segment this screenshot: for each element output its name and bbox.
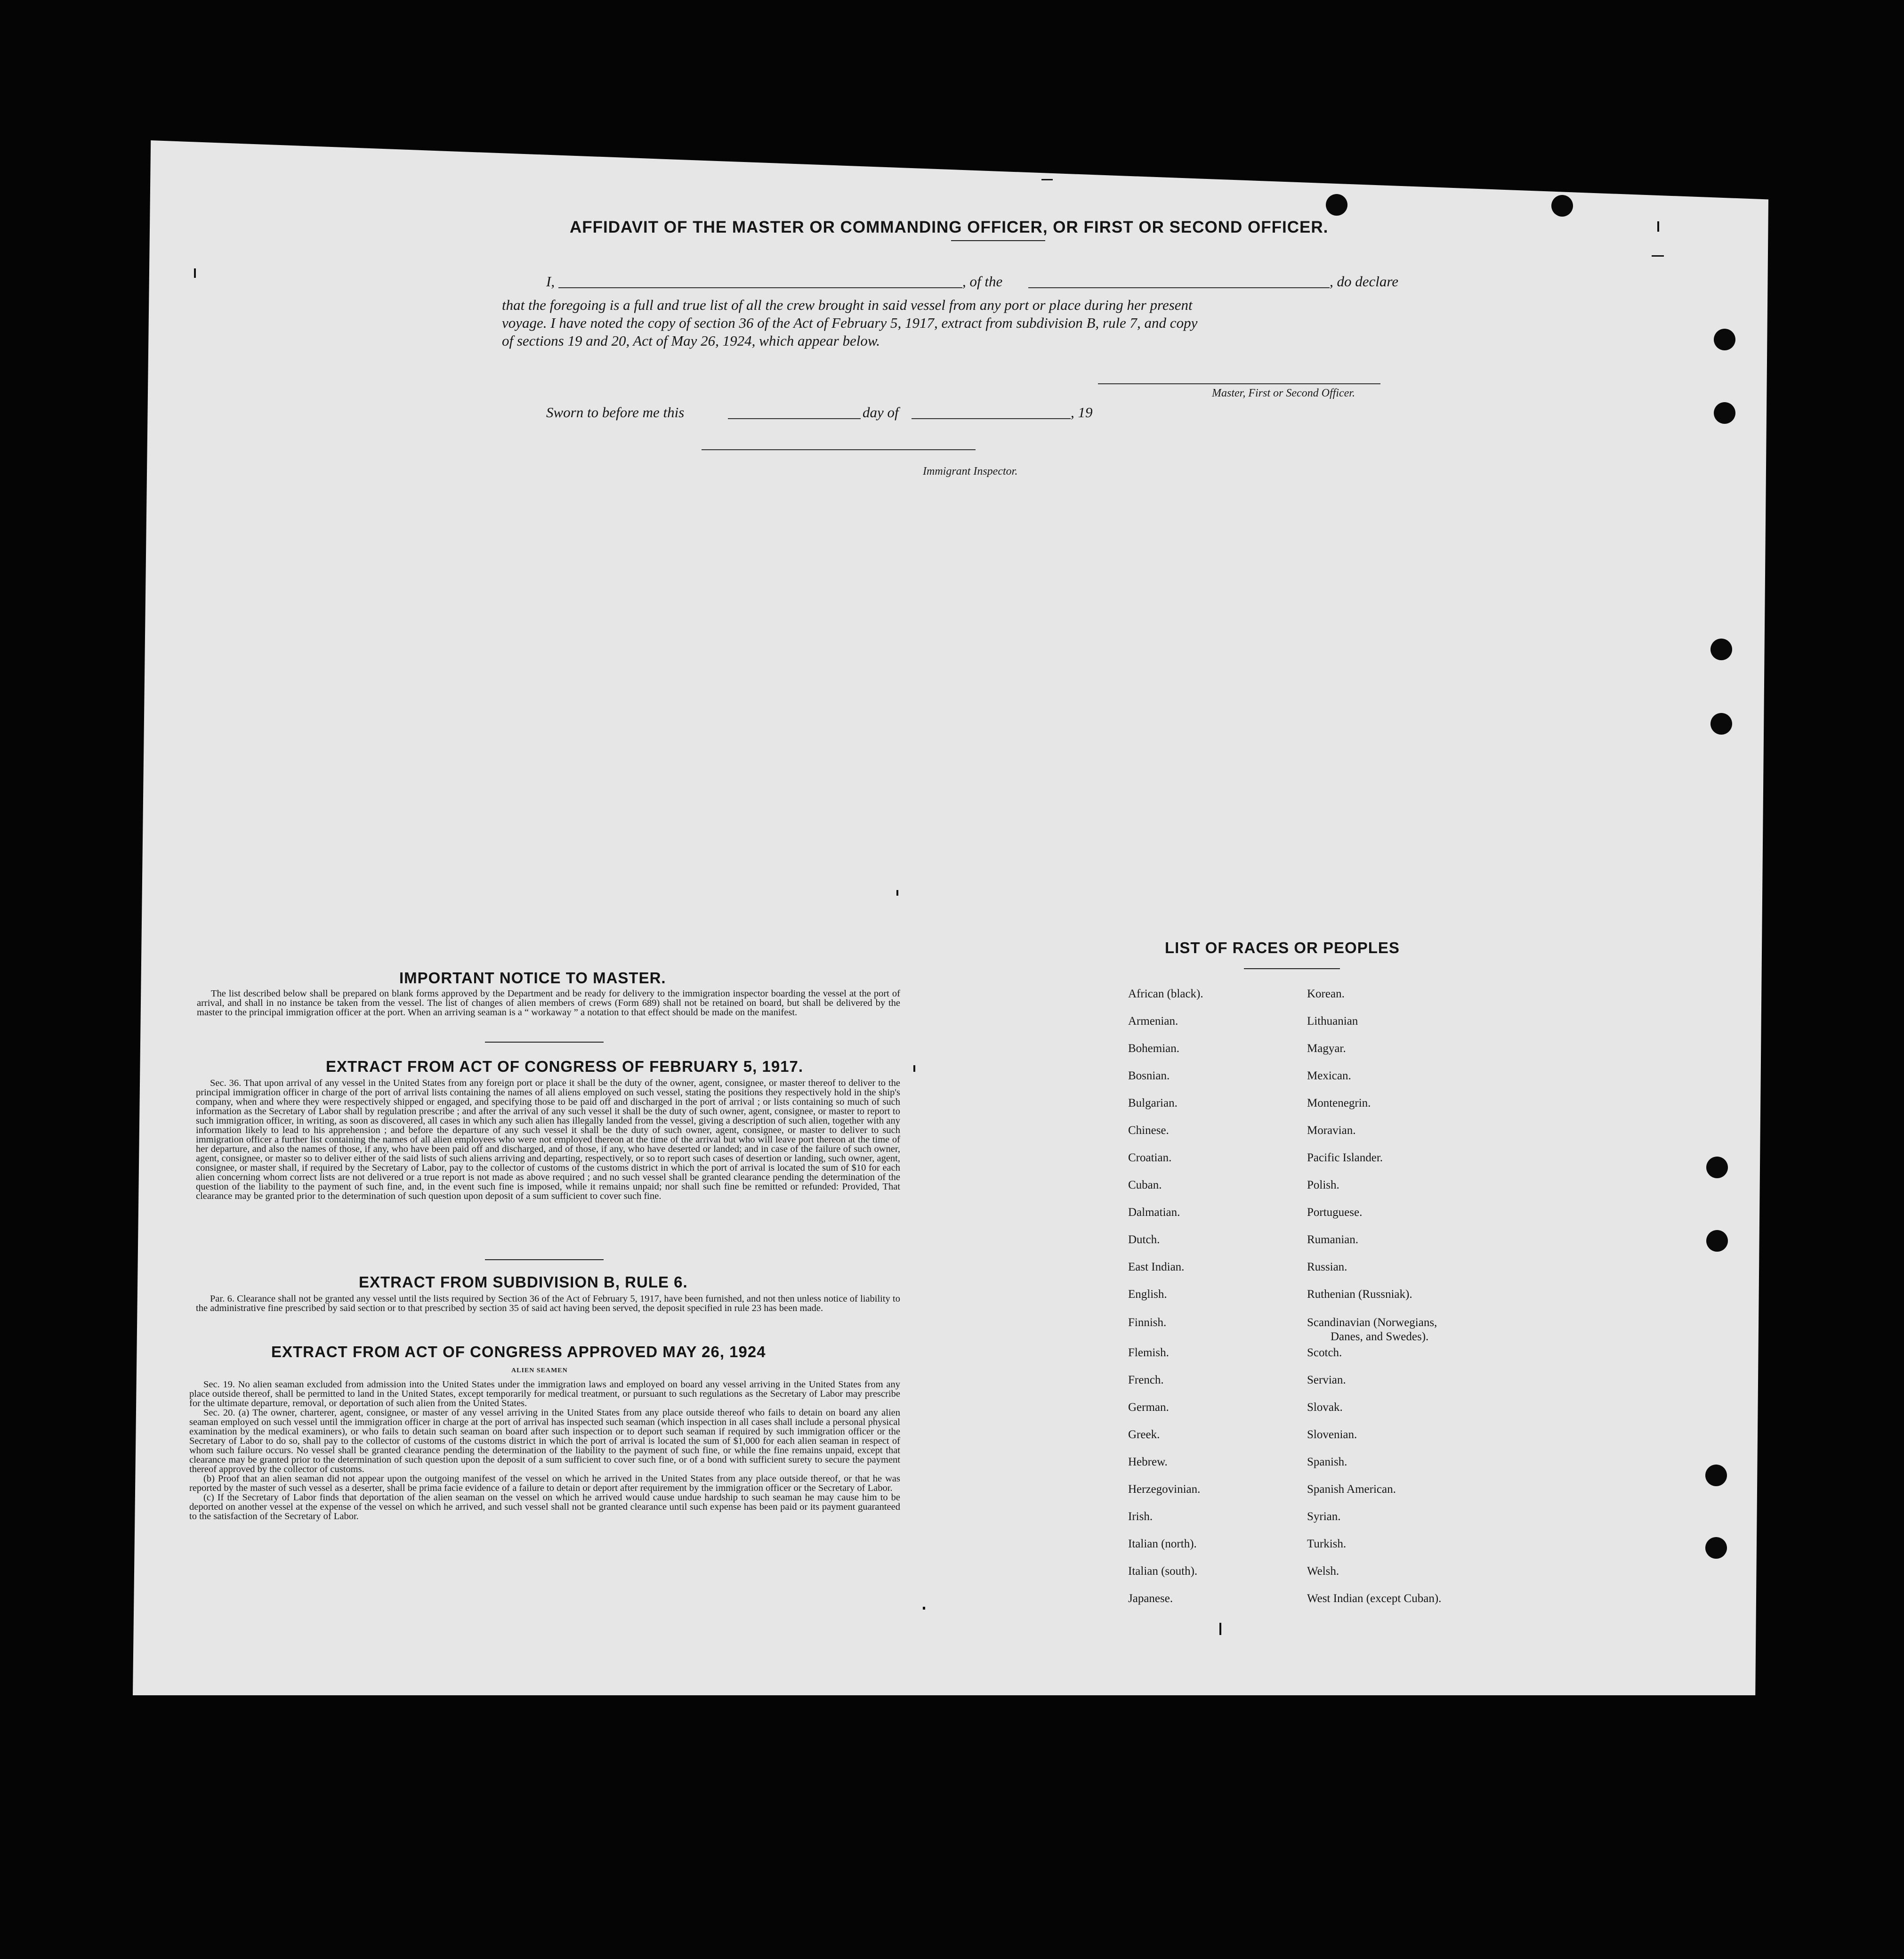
race-entry: Cuban.: [1128, 1179, 1162, 1191]
races-title-underline: [1244, 968, 1340, 969]
race-entry: Scotch.: [1307, 1346, 1342, 1359]
race-entry: Irish.: [1128, 1510, 1153, 1523]
race-entry: Slovak.: [1307, 1401, 1343, 1414]
master-signature-label: Master, First or Second Officer.: [1212, 387, 1355, 399]
notice-title: IMPORTANT NOTICE TO MASTER.: [399, 969, 666, 987]
race-entry: Korean.: [1307, 988, 1345, 1000]
race-entry: Welsh.: [1307, 1565, 1339, 1578]
i-label: I,: [546, 273, 555, 290]
punch-hole: [1710, 713, 1732, 735]
inspector-signature-line[interactable]: [702, 449, 976, 450]
do-declare-label: , do declare: [1330, 273, 1399, 290]
race-entry: Chinese.: [1128, 1124, 1169, 1137]
race-entry: Magyar.: [1307, 1042, 1346, 1055]
scan-mark: [896, 890, 898, 896]
race-entry: Bulgarian.: [1128, 1097, 1178, 1109]
race-entry: Scandinavian (Norwegians,: [1307, 1316, 1437, 1329]
race-entry: Dalmatian.: [1128, 1206, 1180, 1219]
master-signature-line[interactable]: [1098, 383, 1380, 384]
par-6-paragraph: Par. 6. Clearance shall not be granted any vessel until the lists required by Section 36 of the Act of February 5, 1917, have been furnished, and not then unless notice of liability to the administrative fine prescribed by said section or to that prescribed by section 35 of said act having been served, the deposit specified in rule 23 has been made.: [196, 1294, 900, 1313]
race-entry: Spanish American.: [1307, 1483, 1396, 1496]
punch-hole: [1706, 1157, 1728, 1178]
race-entry: African (black).: [1128, 988, 1203, 1000]
races-title: LIST OF RACES OR PEOPLES: [1165, 939, 1400, 956]
punch-hole: [1706, 1230, 1728, 1252]
sec-20a-paragraph: Sec. 20. (a) The owner, charterer, agent, consignee, or master of any vessel arriving in the United States from any place outside thereof who fails to detain on board any alien seaman employed on such vessel until the immigration officer in charge at the port of arrival has inspected such seaman (which inspection in all cases shall include a personal physical examination by the medical examiners), or who fails to detain such seaman on board after such inspection or to deport such seaman if required by such immigration officer or the Secretary of Labor to do so, shall pay to the collector of customs of the customs district in which the port of arrival is located the sum of $1,000 for each alien seaman in respect of whom such failure occurs. No vessel shall be granted clearance pending the determination of the liability to the payment of such fine, or while the fine remains unpaid, except that clearance may be granted prior to the determination of such question upon the deposit of a sum sufficient to cover such fine, or of a bond with sufficient surety to secure the payment thereof approved by the collector of customs.: [189, 1408, 900, 1474]
race-entry: Turkish.: [1307, 1538, 1347, 1550]
year-label: , 19: [1071, 404, 1093, 421]
race-entry: English.: [1128, 1288, 1167, 1301]
notice-text: [197, 989, 900, 1017]
race-entry: Russian.: [1307, 1261, 1347, 1273]
punch-hole: [1705, 1465, 1727, 1486]
race-entry: Herzegovinian.: [1128, 1483, 1201, 1496]
race-entry: Spanish.: [1307, 1456, 1347, 1468]
race-entry: Ruthenian (Russniak).: [1307, 1288, 1412, 1301]
sec-20c-paragraph: (c) If the Secretary of Labor finds that deportation of the alien seaman on the vessel on which he arrived would cause undue hardship to such seaman he may cause him to be deported on another vessel at the expense of the vessel on which he arrived, and such vessel shall not be granted clearance until such expense has been paid or its payment guaranteed to the satisfaction of the Secretary of Labor.: [189, 1492, 900, 1522]
scan-mark: [1652, 255, 1664, 257]
scan-mark: [913, 1065, 915, 1072]
punch-hole: [1714, 402, 1735, 424]
sworn-day-line[interactable]: [728, 418, 861, 419]
race-entry: Dutch.: [1128, 1233, 1160, 1246]
punch-hole: [1705, 1537, 1727, 1559]
extract-1924-text: [189, 1380, 900, 1521]
section-divider: [485, 1259, 604, 1260]
race-entry: Armenian.: [1128, 1015, 1178, 1028]
race-entry: Pacific Islander.: [1307, 1151, 1383, 1164]
race-entry: Bosnian.: [1128, 1069, 1170, 1082]
scan-mark: [1219, 1623, 1221, 1635]
race-entry-continuation: Danes, and Swedes).: [1331, 1330, 1429, 1343]
affidavit-title: AFFIDAVIT OF THE MASTER OR COMMANDING OFFICER, OR FIRST OR SECOND OFFICER.: [570, 218, 1329, 236]
scan-mark: [923, 1607, 925, 1610]
alien-seamen-subtitle: ALIEN SEAMEN: [511, 1367, 568, 1374]
scan-mark: [194, 268, 196, 278]
race-entry: Italian (south).: [1128, 1565, 1198, 1578]
race-entry: West Indian (except Cuban).: [1307, 1592, 1442, 1605]
punch-hole: [1326, 194, 1347, 216]
race-entry: Lithuanian: [1307, 1015, 1358, 1028]
race-entry: Hebrew.: [1128, 1456, 1168, 1468]
extract-rule6-text: [196, 1294, 900, 1313]
race-entry: Mexican.: [1307, 1069, 1351, 1082]
vessel-field-line[interactable]: [1028, 287, 1330, 288]
race-entry: Syrian.: [1307, 1510, 1341, 1523]
inspector-label: Immigrant Inspector.: [923, 465, 1018, 478]
race-entry: Slovenian.: [1307, 1428, 1357, 1441]
section-divider: [485, 1042, 604, 1043]
race-entry: East Indian.: [1128, 1261, 1185, 1273]
name-field-line[interactable]: [558, 287, 962, 288]
declaration-line-3: of sections 19 and 20, Act of May 26, 1924, which appear below.: [502, 332, 880, 349]
declaration-line-2: voyage. I have noted the copy of section 36 of the Act of February 5, 1917, extract from subdivision B, rule 7, and copy: [502, 315, 1198, 331]
sec-20b-paragraph: (b) Proof that an alien seaman did not appear upon the outgoing manifest of the vessel on which he arrived in the United States from any place outside thereof, or that he was reported by the master of such vessel as a deserter, shall be prima facie evidence of a failure to detain or deport after requirement by the immigration officer or the Secretary of Labor.: [189, 1473, 900, 1493]
title-underline: [951, 240, 1045, 241]
extract-1924-title: EXTRACT FROM ACT OF CONGRESS APPROVED MAY 26, 1924: [271, 1343, 766, 1360]
race-entry: Moravian.: [1307, 1124, 1356, 1137]
of-the-label: , of the: [962, 273, 1003, 290]
punch-hole: [1714, 329, 1735, 350]
race-entry: Montenegrin.: [1307, 1097, 1371, 1109]
race-entry: Japanese.: [1128, 1592, 1173, 1605]
race-entry: Croatian.: [1128, 1151, 1172, 1164]
punch-hole: [1551, 195, 1573, 217]
notice-paragraph: The list described below shall be prepared on blank forms approved by the Department and be ready for delivery to the immigration inspector boarding the vessel at the port of arrival, and shall in no instance be taken from the vessel. The list of changes of alien members of crews (Form 689) shall not be retained on board, but shall be delivered by the master to the principal immigration officer at the port. When an arriving seaman is a “ workaway ” a notation to that effect should be made on the manifest.: [197, 988, 900, 1018]
sec-19-paragraph: Sec. 19. No alien seaman excluded from admission into the United States under the immigration laws and employed on board any vessel arriving in the United States from any place outside thereof, shall be permitted to land in the United States, except temporarily for medical treatment, or pursuant to such regulations as the Secretary of Labor may prescribe for the ultimate departure, removal, or deportation of such alien from the United States.: [189, 1379, 900, 1409]
race-entry: Rumanian.: [1307, 1233, 1359, 1246]
race-entry: Servian.: [1307, 1374, 1346, 1386]
race-entry: French.: [1128, 1374, 1164, 1386]
extract-rule6-title: EXTRACT FROM SUBDIVISION B, RULE 6.: [359, 1273, 688, 1291]
race-entry: Flemish.: [1128, 1346, 1169, 1359]
race-entry: Bohemian.: [1128, 1042, 1180, 1055]
race-entry: German.: [1128, 1401, 1169, 1414]
race-entry: Greek.: [1128, 1428, 1160, 1441]
sworn-month-line[interactable]: [912, 418, 1071, 419]
race-entry: Portuguese.: [1307, 1206, 1363, 1219]
extract-1917-title: EXTRACT FROM ACT OF CONGRESS OF FEBRUARY 5, 1917.: [326, 1058, 804, 1075]
race-entry: Italian (north).: [1128, 1538, 1197, 1550]
scan-mark: [1041, 179, 1053, 180]
declaration-line-1: that the foregoing is a full and true list of all the crew brought in said vessel from any port or place during her present: [502, 297, 1193, 313]
extract-1917-text: [196, 1078, 900, 1201]
sworn-label: Sworn to before me this: [546, 404, 685, 421]
sec-36-paragraph: Sec. 36. That upon arrival of any vessel in the United States from any foreign port or place it shall be the duty of the owner, agent, consignee, or master thereof to deliver to the principal immigration officer in charge of the port of arrival lists containing the names of all aliens employed on such vessel, stating the positions they respectively hold in the ship's company, when and where they were respectively shipped or engaged, and specifying those to be paid off and discharged in the port of arrival ; or lists containing so much of such information as the Secretary of Labor shall by regulation prescribe ; and after the arrival of any such vessel it shall be the duty of such owner, agent, consignee, or master to report to such immigration officer, in writing, as soon as discovered, all cases in which any such alien has illegally landed from the vessel, giving a description of such alien, together with any information likely to lead to his apprehension ; and before the departure of any such vessel it shall be the duty of such owner, agent, consignee, or master to deliver to such immigration officer a further list containing the names of all alien employees who were not employed thereon at the time of the arrival but who will leave port thereon at the time of her departure, and also the names of those, if any, who have been paid off and discharged, and of those, if any, who have deserted or landed; and in case of the failure of such owner, agent, consignee, or master so to deliver either of the said lists of such aliens arriving and departing, respectively, or so to report such cases of desertion or landing, such owner, agent, consignee, or master shall, if required by the Secretary of Labor, pay to the collector of customs of the customs district in which the port of arrival is located the sum of $10 for each alien concerning whom correct lists are not delivered or a true report is not made as above required ; and no such vessel shall be granted clearance pending the determination of the question of the liability to the payment of such fine, and, in the event such fine is imposed, while it remains unpaid; nor shall such fine be remitted or refunded: Provided, That clearance may be granted prior to the determination of such question upon deposit of a sum sufficient to cover such fine.: [196, 1078, 900, 1201]
day-of-label: day of: [863, 404, 899, 421]
punch-hole: [1710, 639, 1732, 660]
scan-mark: [1657, 221, 1659, 232]
race-entry: Finnish.: [1128, 1316, 1167, 1329]
race-entry: Polish.: [1307, 1179, 1339, 1191]
